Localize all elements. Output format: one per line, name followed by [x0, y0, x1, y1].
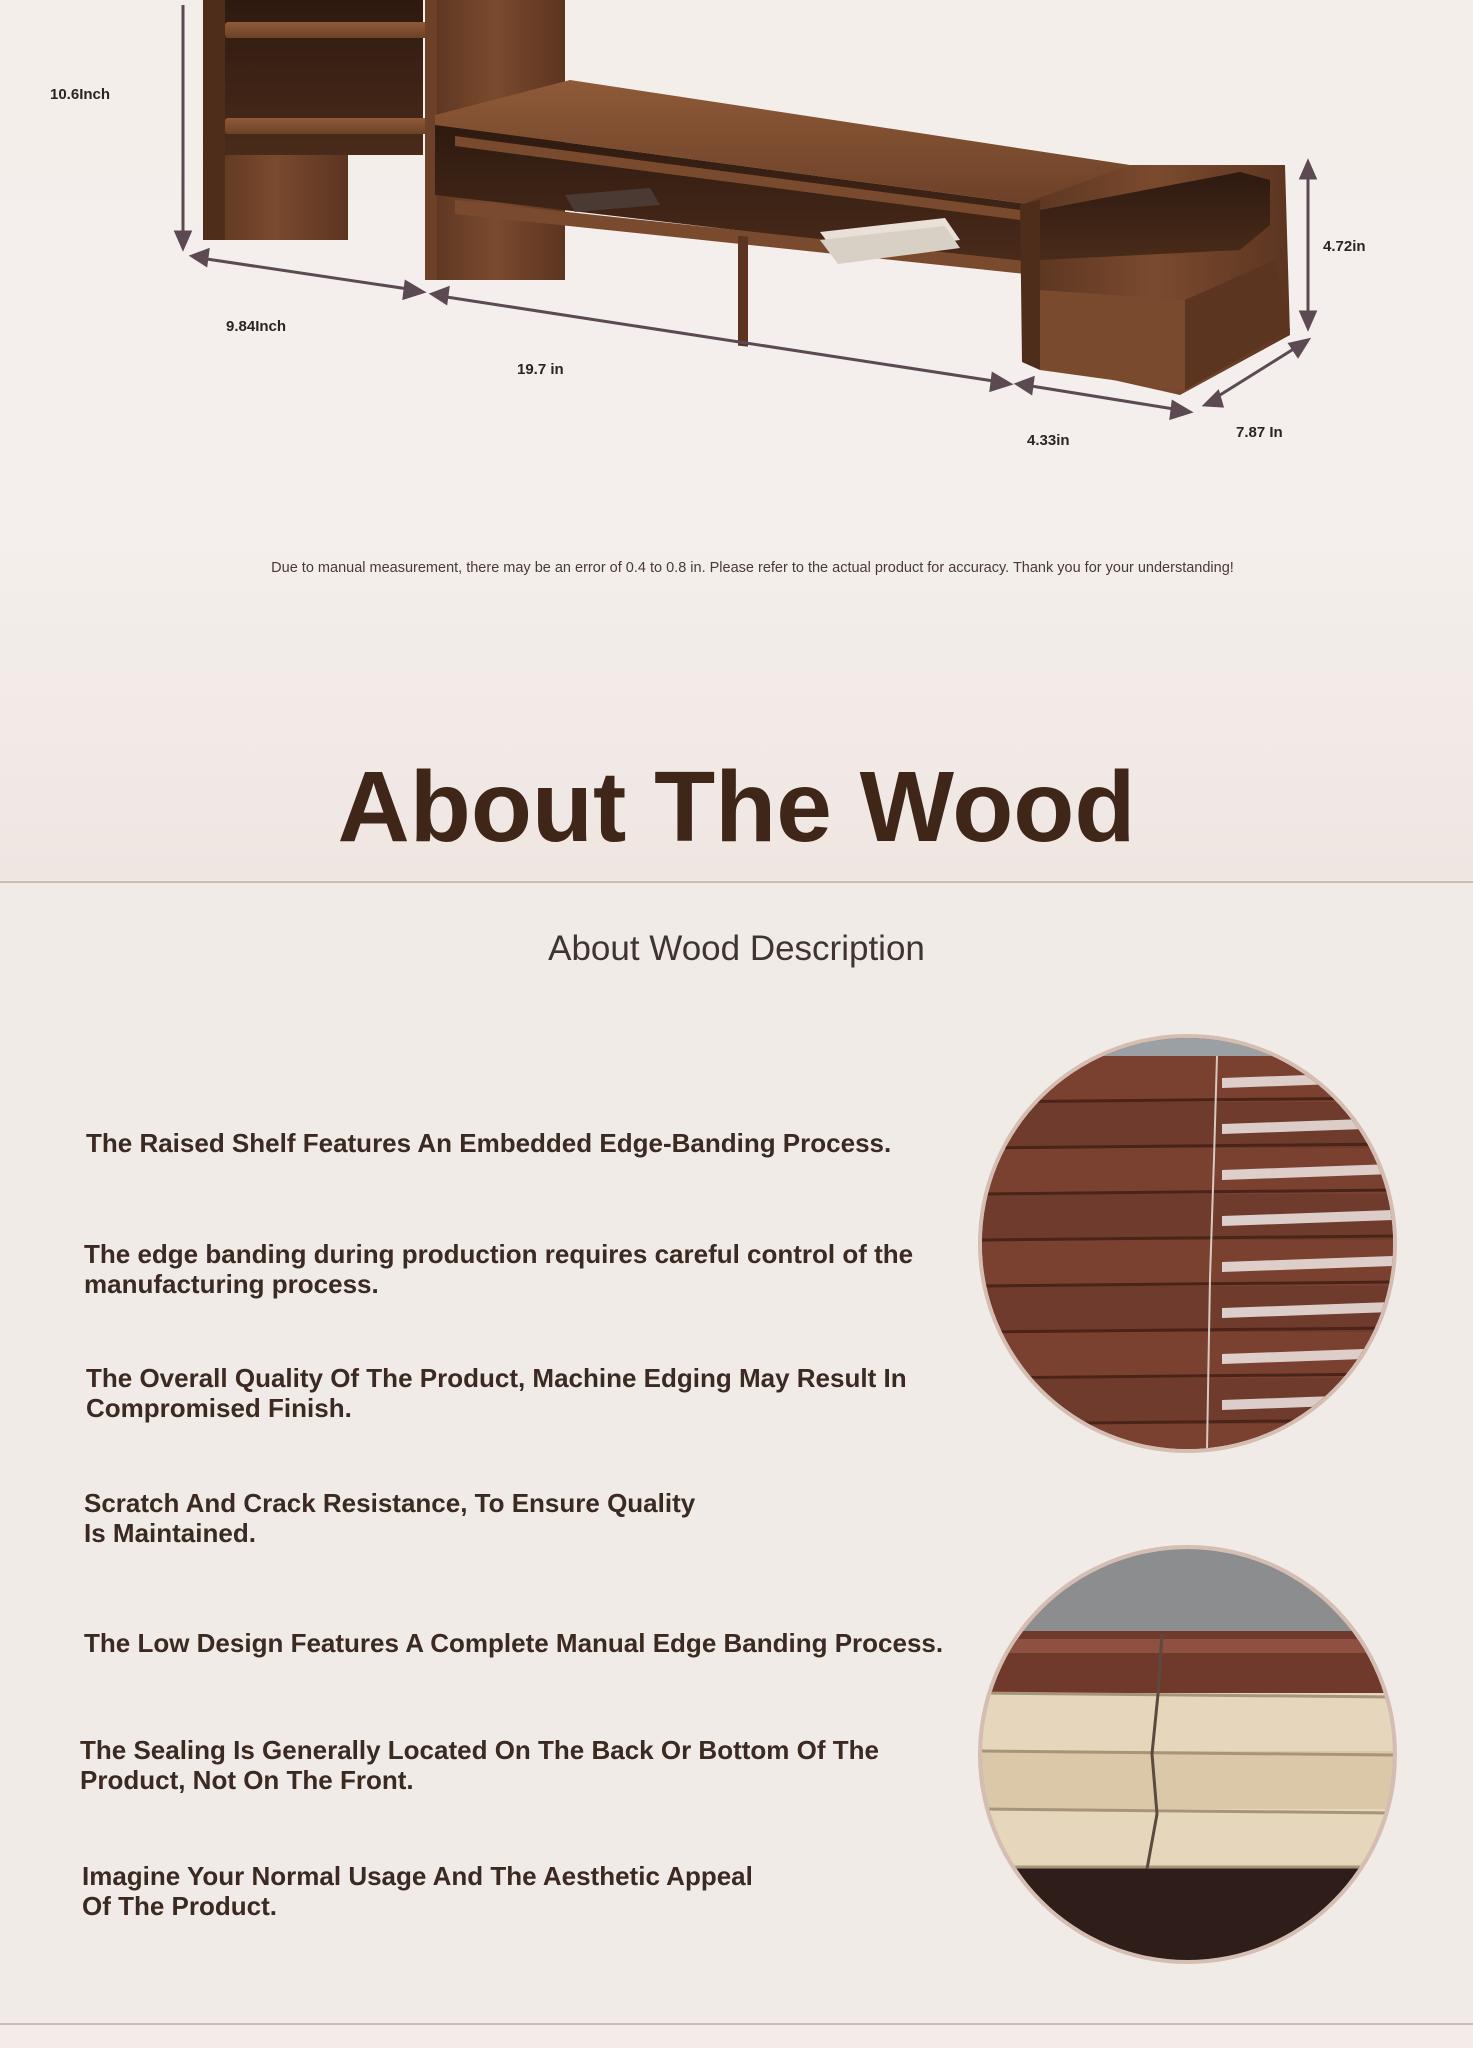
feature-item-5: The Low Design Features A Complete Manual Edge Banding Process. [84, 1628, 944, 1658]
feature-item-7: Imagine Your Normal Usage And The Aesthetic Appeal Of The Product. [82, 1861, 753, 1921]
edge-banding-closeup-photo [978, 1034, 1397, 1453]
height-right-label: 4.72in [1323, 238, 1366, 255]
feature-item-4: Scratch And Crack Resistance, To Ensure Quality Is Maintained. [84, 1488, 696, 1548]
width-left-label: 9.84Inch [226, 318, 287, 335]
feature-item-6: The Sealing Is Generally Located On The Back Or Bottom Of The Product, Not On The Front. [80, 1735, 879, 1795]
section-divider-bottom [0, 2023, 1473, 2025]
product-dimensions-section [0, 0, 1473, 880]
feature-item-1: The Raised Shelf Features An Embedded Edge-Banding Process. [86, 1128, 892, 1158]
depth-right-label: 7.87 In [1236, 424, 1283, 441]
height-left-label: 10.6Inch [50, 86, 111, 103]
section-title: About The Wood [337, 751, 1136, 863]
width-middle-label: 19.7 in [517, 361, 564, 378]
feature-item-2: The edge banding during production requires careful control of the manufacturing process. [84, 1239, 914, 1299]
manual-edge-banding-photo [978, 1545, 1397, 1964]
desk-shelf-illustration [0, 0, 1473, 460]
measurement-disclaimer: Due to manual measurement, there may be an error of 0.4 to 0.8 in. Please refer to the actual product for accuracy. Thank you for your understanding! [271, 560, 1234, 576]
wood-description-subtitle: About Wood Description [548, 929, 925, 968]
feature-item-3: The Overall Quality Of The Product, Machine Edging May Result In Compromised Finish. [86, 1363, 907, 1423]
drawer-width-label: 4.33in [1027, 432, 1070, 449]
